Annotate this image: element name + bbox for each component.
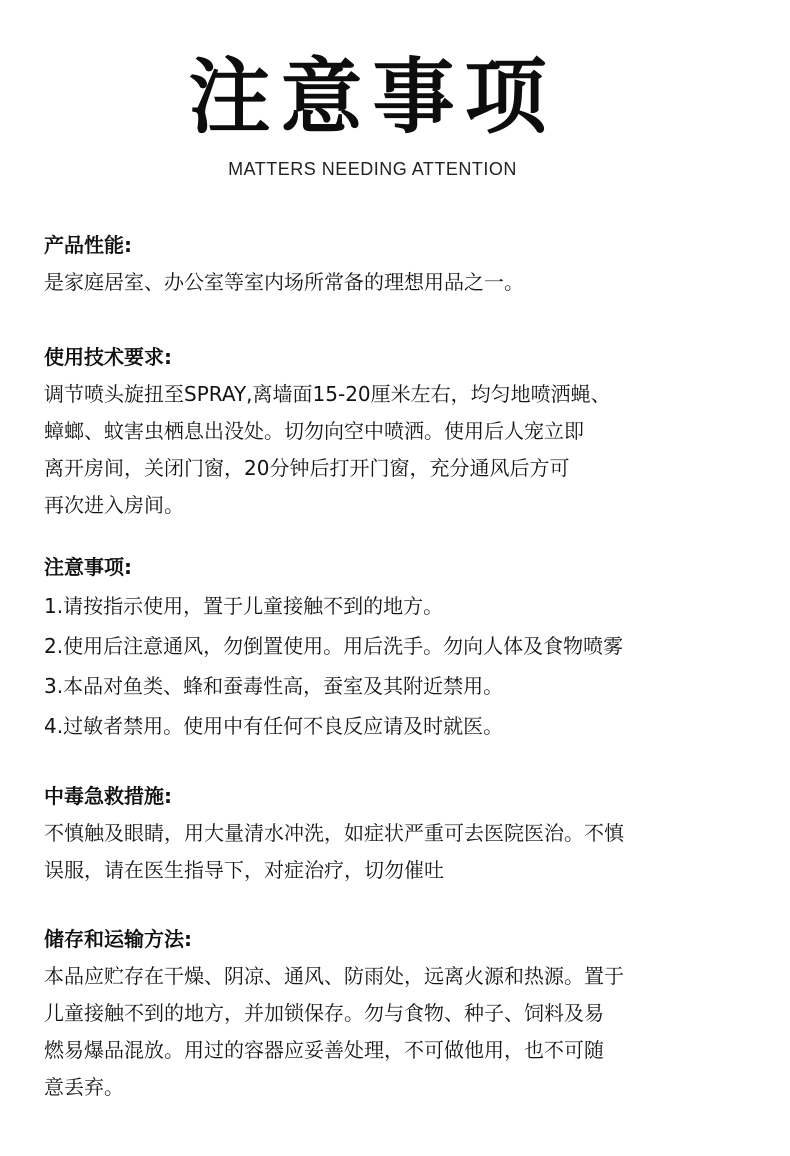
section-text-line: 不慎触及眼睛，用大量清水冲洗，如症状严重可去医院医治。不慎 (44, 821, 624, 845)
section-first-aid (44, 781, 764, 889)
precaution-item: 2.使用后注意通风，勿倒置使用。用后洗手。勿向人体及食物喷雾 (44, 634, 624, 658)
precaution-item: 4.过敏者禁用。使用中有任何不良反应请及时就医。 (44, 714, 504, 738)
section-storage-transport (44, 924, 764, 1106)
section-text-line: 儿童接触不到的地方，并加锁保存。勿与食物、种子、饲料及易 (44, 1001, 604, 1025)
page-subtitle: MATTERS NEEDING ATTENTION (228, 159, 517, 179)
precaution-item: 3.本品对鱼类、蜂和蚕毒性高，蚕室及其附近禁用。 (44, 674, 504, 698)
section-usage-requirements (44, 342, 764, 524)
section-text-line: 蟑螂、蚊害虫栖息出没处。切勿向空中喷洒。使用后人宠立即 (44, 419, 584, 443)
section-heading: 储存和运输方法: (44, 927, 192, 951)
section-text-line: 离开房间，关闭门窗，20分钟后打开门窗，充分通风后方可 (44, 456, 570, 480)
section-text-line: 调节喷头旋扭至SPRAY,离墙面15-20厘米左右，均匀地喷洒蝇、 (44, 382, 611, 406)
precaution-item: 1.请按指示使用，置于儿童接触不到的地方。 (44, 594, 444, 618)
section-text-line: 是家庭居室、办公室等室内场所常备的理想用品之一。 (44, 270, 524, 294)
section-text-line: 误服，请在医生指导下，对症治疗，切勿催吐 (44, 858, 444, 882)
section-heading: 中毒急救措施: (44, 784, 172, 808)
section-heading: 产品性能: (44, 233, 132, 257)
section-precautions (44, 552, 764, 746)
section-text-line: 本品应贮存在干燥、阴凉、通风、防雨处，远离火源和热源。置于 (44, 964, 624, 988)
section-text-line: 燃易爆品混放。用过的容器应妥善处理，不可做他用，也不可随 (44, 1038, 604, 1062)
page-title: 注意事项 (188, 50, 557, 145)
section-heading: 注意事项: (44, 555, 132, 579)
section-product-performance (44, 230, 764, 301)
section-text-line: 再次进入房间。 (44, 493, 184, 517)
section-heading: 使用技术要求: (44, 345, 172, 369)
section-text-line: 意丢弃。 (44, 1075, 124, 1099)
